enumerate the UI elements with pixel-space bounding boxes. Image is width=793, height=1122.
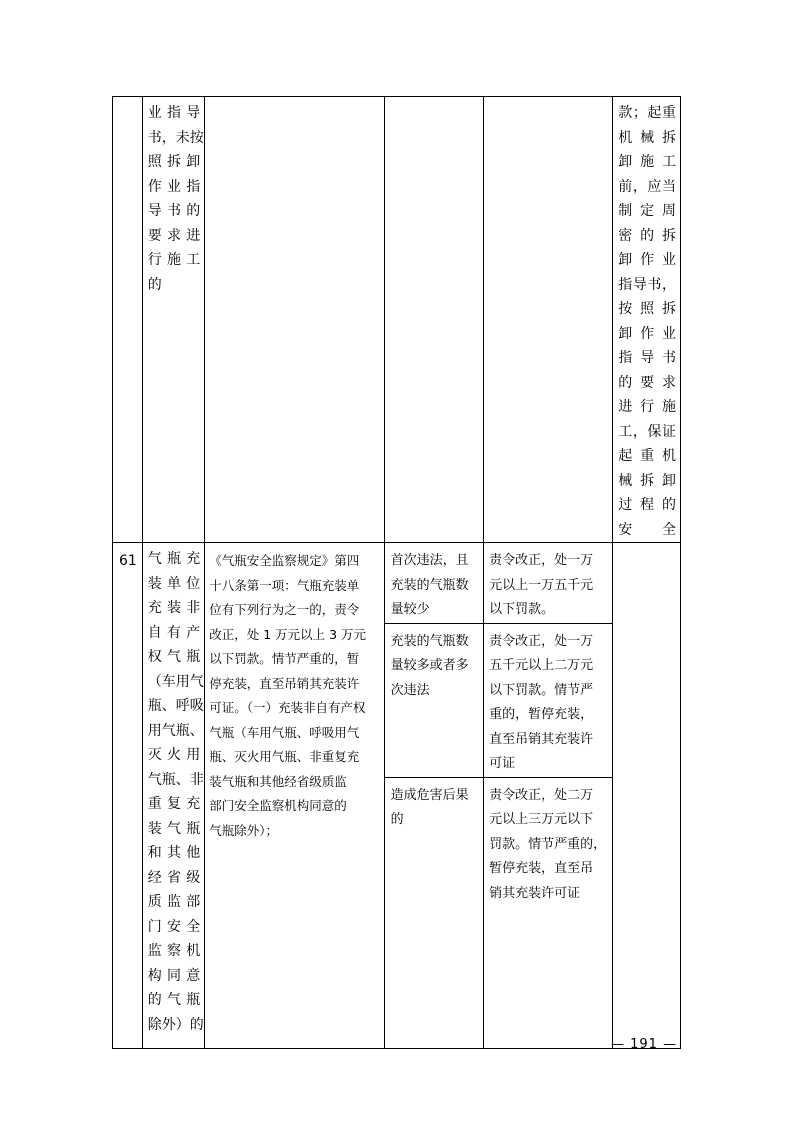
basis-text-line: 气瓶除外）； bbox=[209, 822, 279, 838]
circumstance-cell bbox=[384, 777, 483, 1048]
other-text-line: 起重机 bbox=[618, 448, 676, 464]
penalty-text-line: 责令改正，处一万 bbox=[489, 553, 594, 568]
table-row-continued bbox=[113, 97, 681, 543]
circumstance-text-line: 充装的气瓶数 bbox=[390, 577, 469, 593]
penalty-text-line: 直至吊销其充装许 bbox=[489, 731, 594, 747]
penalty-text-line: 元以上三万元以下 bbox=[489, 812, 594, 827]
penalty-text-line: 罚款。情节严重的， bbox=[489, 836, 607, 852]
penalty-text-line: 可证 bbox=[489, 756, 516, 771]
other-text-line: 指导书， bbox=[618, 276, 676, 293]
item-text-line: 作业指 bbox=[147, 178, 201, 195]
basis-text-line: 装气瓶和其他经省级质监 bbox=[209, 773, 347, 789]
basis-cell bbox=[205, 97, 384, 543]
item-text-line: 除外）的 bbox=[147, 1016, 204, 1033]
item-text-line: 导书的 bbox=[147, 203, 201, 219]
page-number: — 191 — bbox=[611, 1037, 678, 1052]
basis-text-line: 位有下列行为之一的，责令 bbox=[209, 602, 360, 617]
other-text-line: 械拆卸 bbox=[618, 472, 676, 489]
circumstance-text-line: 量较多或者多 bbox=[390, 658, 469, 673]
item-text-line: 和其他 bbox=[147, 845, 201, 861]
basis-text-line: 《气瓶安全监察规定》第四 bbox=[209, 553, 360, 568]
item-text-line: 业指导 bbox=[147, 105, 201, 121]
item-text-line: 构同意 bbox=[147, 967, 201, 984]
circumstance-text-line: 的 bbox=[390, 812, 404, 827]
other-text-line: 过程的 bbox=[618, 497, 676, 513]
item-text-line: 门安全 bbox=[147, 918, 201, 935]
item-text-line: 自有产 bbox=[147, 624, 201, 641]
circumstance-text-line: 首次违法，且 bbox=[390, 553, 469, 568]
item-text-line: 经省级 bbox=[147, 869, 201, 886]
other-text-line: 卸施工 bbox=[618, 154, 676, 170]
item-cell bbox=[142, 97, 205, 543]
other-text-line: 进行施 bbox=[618, 399, 676, 415]
penalty-text-line: 销其充装许可证 bbox=[489, 885, 581, 901]
circumstance-text-line: 造成危害后果 bbox=[390, 787, 469, 803]
penalty-cell bbox=[484, 97, 613, 543]
other-cell bbox=[613, 543, 681, 1049]
basis-cell bbox=[205, 543, 384, 1049]
circumstance-text-line: 次违法 bbox=[390, 682, 430, 698]
penalty-cell bbox=[484, 777, 613, 1048]
item-text-line: 气瓶、非 bbox=[147, 771, 204, 788]
penalty-cell bbox=[484, 623, 613, 777]
item-text-line: 灭火用 bbox=[147, 747, 201, 763]
row-number: 61 bbox=[113, 543, 143, 1049]
basis-text-line: 部门安全监察机构同意的 bbox=[209, 798, 347, 813]
circumstance-text-line: 充装的气瓶数 bbox=[390, 633, 469, 649]
other-text-line: 的要求 bbox=[618, 374, 676, 391]
other-text-line: 工，保证 bbox=[618, 423, 676, 440]
item-text-line: 重复充 bbox=[147, 796, 201, 812]
circumstance-cell bbox=[384, 97, 483, 543]
penalty-text-line: 责令改正，处一万 bbox=[489, 633, 594, 649]
penalty-text-line: 以下罚款。 bbox=[489, 602, 555, 617]
other-cell bbox=[613, 97, 681, 543]
item-text-line: 书，未按 bbox=[147, 129, 204, 146]
other-text-line: 密的拆 bbox=[618, 227, 676, 244]
other-text-line: 卸作业 bbox=[618, 325, 676, 342]
item-cell bbox=[142, 543, 205, 1049]
other-text-line: 按照拆 bbox=[618, 301, 676, 317]
penalty-cell bbox=[484, 543, 613, 624]
penalty-text-line: 暂停充装，直至吊 bbox=[489, 861, 594, 876]
penalty-text-line: 责令改正，处二万 bbox=[489, 787, 594, 803]
other-text-line: 机械拆 bbox=[618, 129, 676, 146]
basis-text-line: 十八条第一项：气瓶充装单 bbox=[209, 577, 360, 593]
basis-text-line: 可证。（一）充装非自有产权 bbox=[209, 700, 366, 715]
basis-text-line: 瓶、灭火用气瓶、非重复充 bbox=[209, 749, 360, 764]
penalty-text-line: 五千元以上二万元 bbox=[489, 658, 594, 673]
penalty-text-line: 重的，暂停充装， bbox=[489, 707, 594, 722]
item-text-line: 权气瓶 bbox=[147, 649, 201, 665]
item-text-line: 质监部 bbox=[147, 894, 201, 910]
penalty-text-line: 元以上一万五千元 bbox=[489, 577, 594, 593]
basis-text-line: 以下罚款。情节严重的，暂 bbox=[209, 651, 360, 666]
item-text-line: 瓶、呼吸 bbox=[147, 698, 204, 714]
item-text-line: 的气瓶 bbox=[147, 992, 201, 1008]
basis-text-line: 停充装，直至吊销其充装许 bbox=[209, 675, 360, 691]
penalty-table bbox=[112, 96, 681, 1049]
item-text-line: 充装非 bbox=[147, 600, 201, 616]
other-text-line: 制定周 bbox=[618, 203, 676, 219]
penalty-text-line: 以下罚款。情节严 bbox=[489, 682, 594, 698]
item-text-line: 照拆卸 bbox=[147, 154, 201, 170]
item-text-line: 的 bbox=[147, 276, 162, 293]
other-text-line: 款；起重 bbox=[618, 105, 676, 121]
item-text-line: 装单位 bbox=[147, 575, 201, 592]
basis-text-line: 气瓶（车用气瓶、呼吸用气 bbox=[209, 724, 360, 740]
other-text-line: 卸作业 bbox=[618, 252, 676, 268]
table-row-61 bbox=[113, 543, 681, 624]
item-text-line: 行施工 bbox=[147, 252, 201, 268]
item-text-line: 监察机 bbox=[147, 943, 201, 959]
basis-text-line: 改正，处 1 万元以上 3 万元 bbox=[209, 626, 367, 642]
item-text-line: 用气瓶、 bbox=[147, 722, 204, 739]
circumstance-text-line: 量较少 bbox=[390, 602, 430, 617]
circumstance-cell bbox=[384, 623, 483, 777]
item-text-line: （车用气 bbox=[147, 673, 204, 690]
other-text-line: 指导书 bbox=[618, 350, 676, 366]
item-text-line: 装气瓶 bbox=[147, 820, 201, 837]
number-cell bbox=[113, 97, 143, 543]
circumstance-cell bbox=[384, 543, 483, 624]
item-text-line: 要求进 bbox=[147, 227, 201, 244]
other-text-line: 安全 bbox=[618, 521, 676, 538]
item-text-line: 气瓶充 bbox=[147, 551, 201, 567]
other-text-line: 前，应当 bbox=[618, 178, 676, 195]
